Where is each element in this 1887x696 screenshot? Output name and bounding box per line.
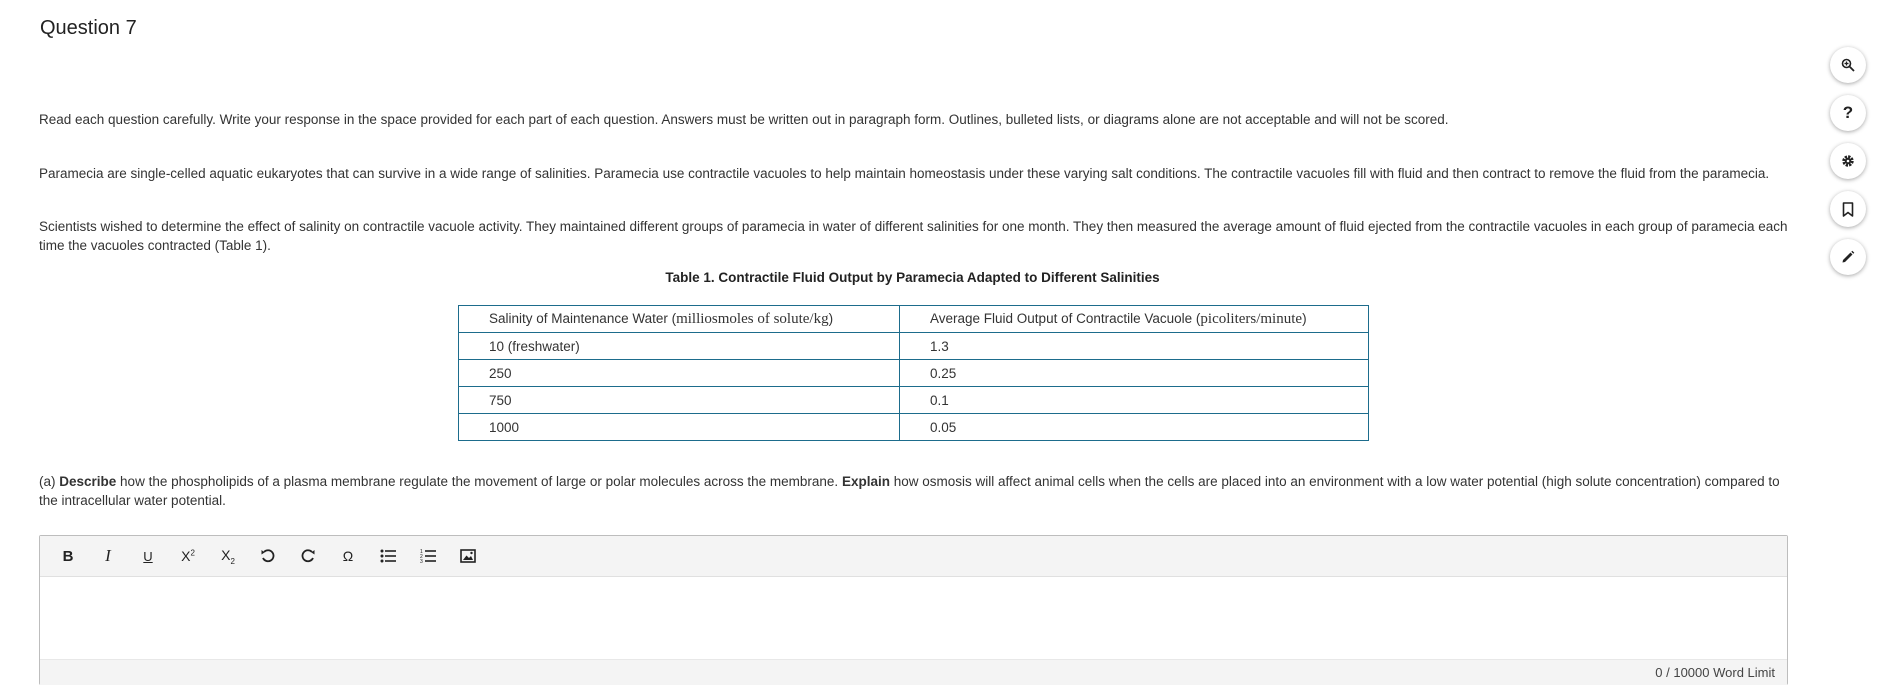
image-icon — [460, 549, 476, 563]
table-cell: 0.05 — [900, 414, 1369, 441]
bookmark-button[interactable] — [1830, 191, 1866, 227]
table-caption: Table 1. Contractile Fluid Output by Paramecia Adapted to Different Salinities — [665, 270, 1160, 285]
undo-icon — [260, 548, 276, 564]
word-limit-footer — [40, 659, 1787, 685]
part-a-prompt: (a) Describe how the phospholipids of a plasma membrane regulate the movement of large or polar molecules across the membrane. Explain how osmosis will affect animal cells when the cells are placed into an environment with a low water potential (high solute concentration) compared to the intracellular water potential. — [39, 474, 1780, 508]
table-row — [459, 360, 1369, 387]
svg-text:2: 2 — [420, 554, 423, 560]
zoom-in-button[interactable] — [1830, 47, 1866, 83]
omega-icon: Ω — [342, 548, 354, 564]
redo-button[interactable] — [288, 540, 328, 572]
numbered-list-button[interactable] — [408, 540, 448, 572]
table-header-row — [459, 306, 1369, 333]
bulleted-list-button[interactable] — [368, 540, 408, 572]
underline-button[interactable] — [128, 540, 168, 572]
editor-toolbar — [40, 536, 1787, 577]
zoom-in-icon — [1841, 58, 1855, 72]
svg-text:1: 1 — [420, 549, 423, 555]
salinity-unit: milliosmoles of solute/kg — [676, 310, 829, 327]
table-cell: 0.25 — [900, 360, 1369, 387]
settings-button[interactable] — [1830, 143, 1866, 179]
superscript-icon: $X^2$ — [181, 548, 195, 564]
redo-icon — [300, 548, 316, 564]
table-row — [459, 333, 1369, 360]
response-text-area[interactable] — [40, 577, 1787, 659]
superscript-button[interactable] — [168, 540, 208, 572]
bold-icon: B — [62, 547, 74, 565]
pencil-icon — [1841, 250, 1855, 264]
table-cell: 750 — [459, 387, 900, 414]
word-count: 0 — [1655, 665, 1663, 680]
data-table — [458, 305, 1369, 441]
table-cell: 1.3 — [900, 333, 1369, 360]
fluid-output-unit: picoliters/minute — [1200, 310, 1303, 327]
bold-button[interactable] — [48, 540, 88, 572]
help-icon: ? — [1842, 103, 1854, 122]
table-cell: 250 — [459, 360, 900, 387]
italic-button[interactable] — [88, 540, 128, 572]
annotate-button[interactable] — [1830, 239, 1866, 275]
column-header-salinity: Salinity of Maintenance Water (milliosmoles of solute/kg) — [459, 306, 900, 333]
special-character-button[interactable] — [328, 540, 368, 572]
column-header-fluid-output: Average Fluid Output of Contractile Vacuole (picoliters/minute) — [900, 306, 1369, 333]
numbered-list-icon — [420, 549, 436, 563]
subscript-icon: $X_2$ — [221, 546, 235, 566]
help-button[interactable] — [1830, 95, 1866, 131]
insert-image-button[interactable] — [448, 540, 488, 572]
question-title: Question 7 — [40, 17, 137, 39]
bookmark-icon — [1842, 202, 1854, 217]
underline-icon: U — [143, 548, 153, 564]
response-editor — [39, 535, 1788, 685]
table-row — [459, 387, 1369, 414]
subscript-button[interactable] — [208, 540, 248, 572]
paragraph-intro: Paramecia are single-celled aquatic eukaryotes that can survive in a wide range of salinities. Paramecia use contractile vacuoles to help maintain homeostasis under these varying salt conditions. The contractile vacuoles fill with fluid and then contract to remove the fluid from the paramecia. — [39, 166, 1770, 181]
bulleted-list-icon — [380, 549, 396, 563]
table-row — [459, 414, 1369, 441]
table-cell: 0.1 — [900, 387, 1369, 414]
italic-icon: I — [105, 546, 111, 565]
table-cell: 1000 — [459, 414, 900, 441]
paragraph-experiment: Scientists wished to determine the effect of salinity on contractile vacuole activity. They maintained different groups of paramecia in water of different salinities for one month. They then measured the average amount of fluid ejected from the contractile vacuoles in each group of paramecia each time the vacuoles contracted (Table 1). — [39, 219, 1788, 253]
table-cell: 10 (freshwater) — [459, 333, 900, 360]
word-limit-label: / 10000 Word Limit — [1662, 665, 1775, 680]
instructions: Read each question carefully. Write your response in the space provided for each part of each question. Answers must be written out in paragraph form. Outlines, bulleted lists, or diagrams alone are not acceptable and will not be scored. — [39, 112, 1449, 127]
svg-text:3: 3 — [420, 559, 423, 563]
undo-button[interactable] — [248, 540, 288, 572]
gear-icon — [1841, 154, 1855, 168]
